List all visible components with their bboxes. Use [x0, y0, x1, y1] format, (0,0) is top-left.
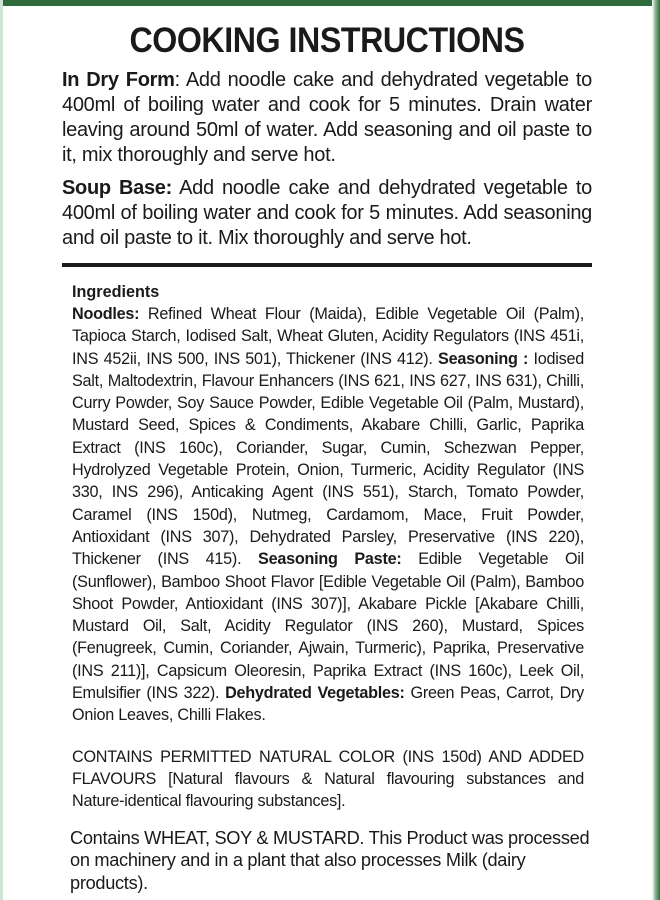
- dehydrated-vegetables-text: Green Peas, Carrot, Dry Onion Leaves, Chilli Flakes.: [72, 684, 584, 725]
- dry-form-label: In Dry Form: [62, 69, 175, 91]
- seasoning-text: Iodised Salt, Maltodextrin, Flavour Enhancers (INS 621, INS 627, INS 631), Chilli, Curry Powder, Soy Sauce Powder, Edible Vegetable Oil (Palm, Mustard), Mustard Seed, Spices & Condiments, Akabare Chilli, Garlic, Paprika Extract (INS 160c), Coriander, Sugar, Cumin, Schezwan Pepper, Hydrolyzed Vegetable Protein, Onion, Turmeric, Acidity Regulator (INS 330, INS 296), Anticaking Agent (INS 551), Starch, Tomato Powder, Caramel (INS 150d), Nutmeg, Cardamom, Mace, Fruit Powder, Antioxidant (INS 307), Dehydrated Parsley, Preservative (INS 220), Thickener (INS 415).: [72, 349, 584, 569]
- soup-base-text: Add noodle cake and dehydrated vegetable to 400ml of boiling water and cook for 5 minutes. Add seasoning and oil paste to it. Mix thoroughly and serve hot.: [62, 177, 592, 249]
- cooking-instructions-title: COOKING INSTRUCTIONS: [129, 21, 525, 60]
- green-packaging-border-top: [0, 0, 660, 6]
- noodles-label: Noodles:: [72, 305, 140, 323]
- noodles-text: Refined Wheat Flour (Maida), Edible Vegetable Oil (Palm), Tapioca Starch, Iodised Salt, Wheat Gluten, Acidity Regulators (INS 451i, INS 452ii, INS 500, INS 501), Thickener (INS 412).: [72, 305, 584, 368]
- soup-base-instruction: [62, 176, 592, 251]
- seasoning-paste-text: Edible Vegetable Oil (Sunflower), Bamboo Shoot Flavor [Edible Vegetable Oil (Palm), Bamboo Shoot Powder, Antioxidant (INS 307)], Akabare Pickle [Akabare Chilli, Mustard Oil, Salt, Acidity Regulator (INS 260), Mustard, Spices (Fenugreek, Cumin, Coriander, Ajwain, Turmeric), Paprika, Preservative (INS 211)], Capsicum Oleoresin, Paprika Extract (INS 160c), Leek Oil, Emulsifier (INS 322).: [72, 550, 584, 703]
- section-divider: [62, 263, 592, 267]
- allergen-statement: Contains WHEAT, SOY & MUSTARD. This Product was processed on machinery and in a plant that also processes Milk (dairy products).: [70, 827, 590, 893]
- ingredients-heading: Ingredients: [72, 283, 160, 301]
- dry-form-instruction: [62, 68, 592, 168]
- ingredients-list: [62, 303, 592, 727]
- permitted-color-statement: CONTAINS PERMITTED NATURAL COLOR (INS 150d) AND ADDED FLAVOURS [Natural flavours & Natural flavouring substances and Nature-identical flavouring substances].: [72, 747, 584, 811]
- soup-base-label: Soup Base:: [62, 177, 172, 199]
- green-packaging-border-left: [0, 0, 3, 900]
- seasoning-paste-label: Seasoning Paste:: [258, 550, 402, 569]
- green-packaging-border-right: [652, 0, 660, 900]
- dry-form-text: : Add noodle cake and dehydrated vegetable to 400ml of boiling water and cook for 5 minutes. Drain water leaving around 50ml of water. Add seasoning and oil paste to it, mix thoroughly and serve hot.: [62, 69, 592, 166]
- instructions-panel: [62, 14, 592, 894]
- dehydrated-vegetables-label: Dehydrated Vegetables:: [225, 684, 405, 703]
- seasoning-label: Seasoning :: [438, 349, 529, 368]
